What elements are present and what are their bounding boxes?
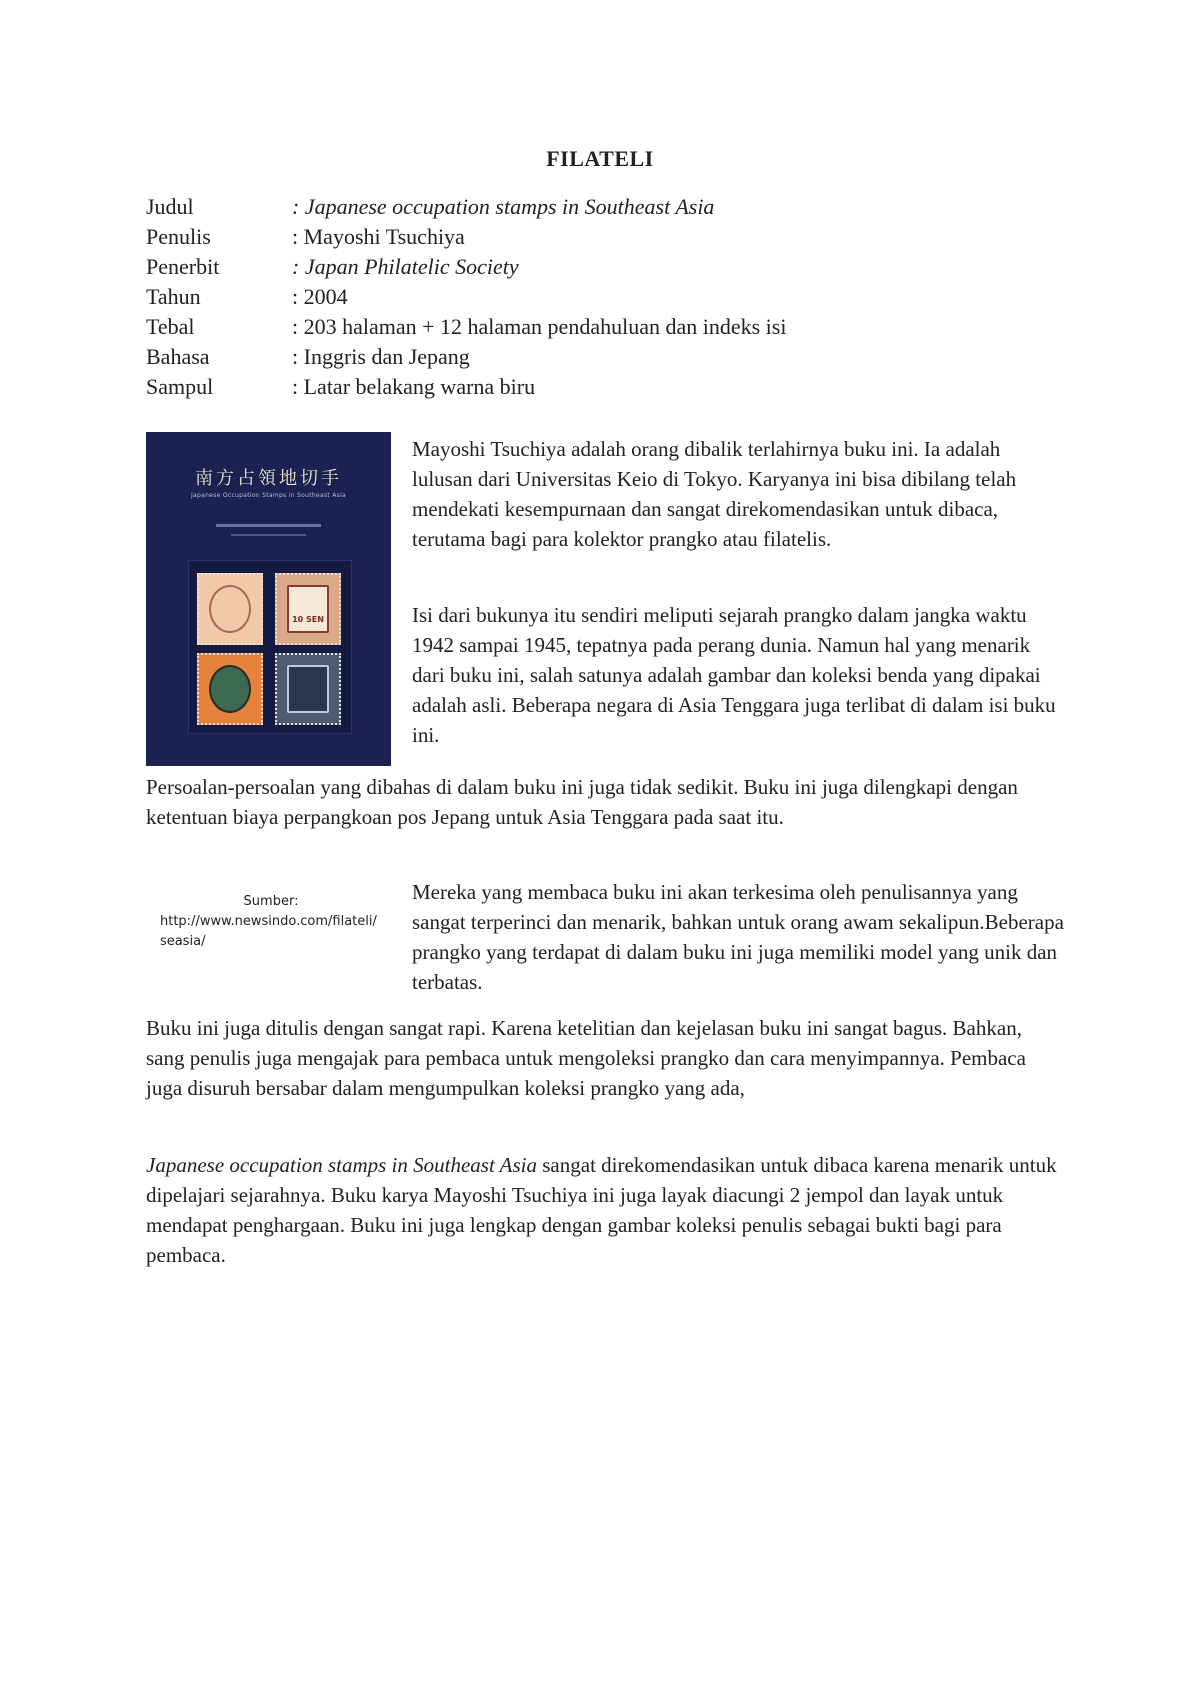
cover-title-jp: 南方占領地切手	[195, 468, 342, 489]
paragraph: Persoalan-persoalan yang dibahas di dalam buku ini juga tidak sedikit. Buku ini juga dilengkapi dengan ketentuan biaya perpangkoan pos Jepang untuk Asia Tenggara pada saat itu.	[146, 775, 1018, 829]
cover-divider	[216, 524, 321, 527]
cover-title-en: Japanese Occupation Stamps in Southeast Asia	[190, 492, 347, 499]
book-title-italic: Japanese occupation stamps in Southeast Asia	[146, 1153, 537, 1177]
meta-label: Penulis	[146, 224, 211, 249]
meta-value: : Mayoshi Tsuchiya	[292, 224, 465, 249]
stamp-image	[197, 573, 263, 645]
stamp-postmark	[209, 585, 251, 633]
stamp-image	[275, 653, 341, 725]
meta-label: Penerbit	[146, 254, 220, 279]
meta-value: : 2004	[292, 284, 348, 309]
meta-row-tahun	[146, 282, 786, 312]
paragraph: Mayoshi Tsuchiya adalah orang dibalik terlahirnya buku ini. Ia adalah lulusan dari Universitas Keio di Tokyo. Karyanya ini bisa dibilang telah mendekati kesempurnaan dan sangat direkomendasikan untuk dibaca, terutama bagi para kolektor prangko atau filatelis.	[412, 437, 1017, 551]
meta-value: : Japan Philatelic Society	[292, 254, 519, 279]
cover-divider	[231, 534, 306, 536]
paragraph	[146, 1150, 1061, 1270]
stamp-image	[275, 573, 341, 645]
meta-row-sampul	[146, 372, 786, 402]
stamp-face	[287, 585, 329, 633]
meta-row-bahasa	[146, 342, 786, 372]
stamp-face	[209, 665, 251, 713]
paragraph-text: sangat direkomendasikan untuk dibaca karena menarik untuk dipelajari sejarahnya. Buku karya Mayoshi Tsuchiya ini juga layak diacungi 2 jempol dan layak untuk mendapat penghargaan. Buku ini juga lengkap dengan gambar koleksi penulis sebagai bukti bagi para pembaca.	[146, 1153, 1057, 1267]
stamp-value: 10 SEN	[292, 615, 324, 624]
meta-row-tebal	[146, 312, 786, 342]
paragraph: Buku ini juga ditulis dengan sangat rapi. Karena ketelitian dan kejelasan buku ini sangat bagus. Bahkan, sang penulis juga mengajak para pembaca untuk mengoleksi prangko dan cara menyimpannya. Pembaca juga disuruh bersabar dalam mengumpulkan koleksi prangko yang ada,	[146, 1016, 1026, 1100]
paragraph: Mereka yang membaca buku ini akan terkesima oleh penulisannya yang sangat terperinci dan menarik, bahkan untuk orang awam sekalipun.Beberapa prangko yang terdapat di dalam buku ini juga memiliki model yang unik dan terbatas.	[412, 880, 1064, 994]
meta-value: : Latar belakang warna biru	[292, 374, 536, 399]
meta-row-judul	[146, 192, 786, 222]
stamp-face	[287, 665, 329, 713]
cover-stamps-frame	[188, 560, 352, 734]
paragraph: Isi dari bukunya itu sendiri meliputi sejarah prangko dalam jangka waktu 1942 sampai 1945, tepatnya pada perang dunia. Namun hal yang menarik dari buku ini, salah satunya adalah gambar dan koleksi benda yang dipakai adalah asli. Beberapa negara di Asia Tenggara juga terlibat di dalam isi buku ini.	[412, 603, 1056, 747]
book-cover-image	[146, 432, 391, 766]
meta-row-penerbit	[146, 252, 786, 282]
meta-label: Tebal	[146, 314, 195, 339]
source-url: http://www.newsindo.com/filateli/seasia/	[160, 914, 377, 949]
meta-label: Tahun	[146, 284, 201, 309]
meta-value: : Japanese occupation stamps in Southeast Asia	[292, 194, 715, 219]
meta-value: : Inggris dan Jepang	[292, 344, 470, 369]
meta-row-penulis	[146, 222, 786, 252]
book-metadata	[146, 192, 786, 402]
stamp-image	[197, 653, 263, 725]
meta-label: Bahasa	[146, 344, 210, 369]
meta-label: Sampul	[146, 374, 214, 399]
meta-label: Judul	[146, 194, 194, 219]
document-title: FILATELI	[546, 146, 654, 171]
image-source-caption	[160, 892, 382, 952]
meta-value: : 203 halaman + 12 halaman pendahuluan dan indeks isi	[292, 314, 787, 339]
source-label: Sumber:	[243, 894, 299, 909]
